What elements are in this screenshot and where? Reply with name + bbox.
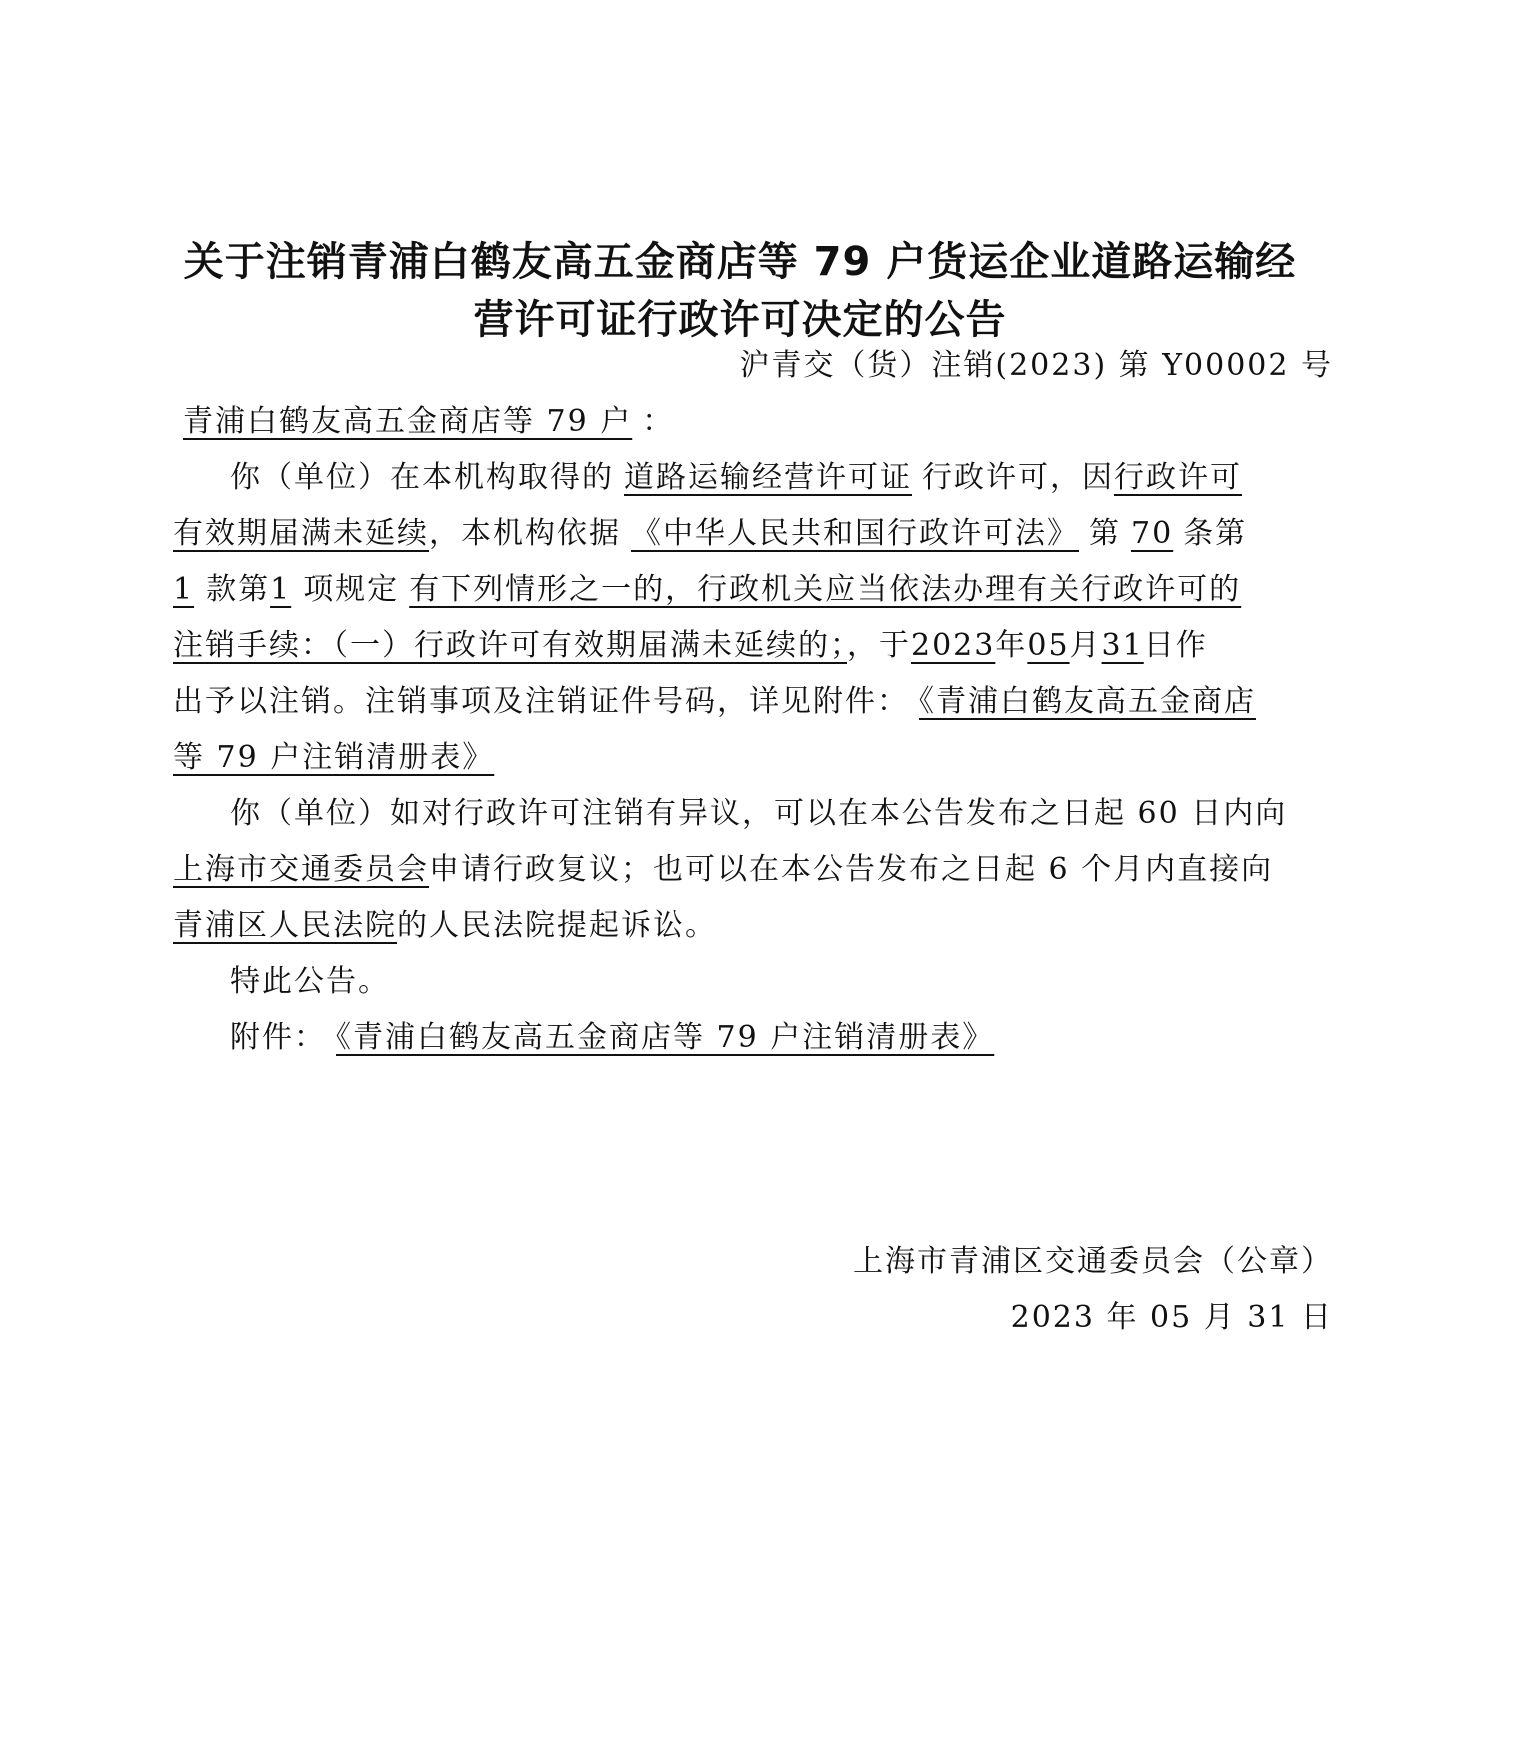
text: 出予以注销。注销事项及注销证件号码，详见附件： <box>173 684 909 719</box>
text: 你（单位）在本机构取得的 <box>230 460 614 495</box>
text: 日作 <box>1143 628 1208 663</box>
text: 项规定 <box>303 572 400 607</box>
para1-line-4 <box>173 626 1333 666</box>
clause-number: 1 <box>173 572 195 607</box>
article-number: 70 <box>1131 516 1174 551</box>
law-name: 《中华人民共和国行政许可法》 <box>631 516 1079 551</box>
cancel-year: 2023 <box>911 628 996 663</box>
reason-part-2: 有效期届满未延续 <box>173 516 429 551</box>
text: ，于 <box>847 628 911 663</box>
para2-line-1: 你（单位）如对行政许可注销有异议，可以在本公告发布之日起 60 日内向 <box>230 796 1288 831</box>
text: 第 <box>1089 516 1121 551</box>
text: 的人民法院提起诉讼。 <box>397 908 717 943</box>
text: 年 <box>995 628 1028 663</box>
item-number: 1 <box>270 572 292 607</box>
text: 条第 <box>1183 516 1248 551</box>
para2-line-2 <box>173 850 1333 890</box>
attachment-line <box>230 1018 1390 1058</box>
cancel-month: 05 <box>1027 628 1070 663</box>
para1-line-6 <box>173 738 1333 778</box>
court-name: 青浦区人民法院 <box>173 908 397 943</box>
signature-date: 2023 年 05 月 31 日 <box>1010 1300 1333 1335</box>
addressee-name: 青浦白鹤友高五金商店等 79 户 <box>183 404 633 439</box>
title-line-1: 关于注销青浦白鹤友高五金商店等 79 户货运企业道路运输经 <box>183 239 1297 285</box>
attachment-ref-1: 《青浦白鹤友高五金商店 <box>919 684 1256 719</box>
attachment-label: 附件： <box>230 1020 326 1055</box>
document-number: 沪青交（货）注销(2023) 第 Y00002 号 <box>739 348 1333 383</box>
rule-text-1: 有下列情形之一的，行政机关应当依法办理有关行政许可的 <box>409 572 1242 607</box>
closing-text: 特此公告。 <box>230 964 390 999</box>
para1-line-3 <box>173 570 1333 610</box>
reason-part-1: 行政许可 <box>1114 460 1242 495</box>
text: 月 <box>1069 628 1102 663</box>
para1-line-5 <box>173 682 1333 722</box>
attachment-name: 《青浦白鹤友高五金商店等 79 户注销清册表》 <box>336 1020 995 1055</box>
para2-line-3 <box>173 906 1333 946</box>
addressee-suffix: ： <box>642 404 675 439</box>
title-line-2: 营许可证行政许可决定的公告 <box>473 297 1007 343</box>
text: ，本机构依据 <box>429 516 621 551</box>
rule-text-2: 注销手续：（一）行政许可有效期届满未延续的； <box>173 628 847 663</box>
attachment-ref-2: 等 79 户注销清册表》 <box>173 740 495 775</box>
text: 行政许可，因 <box>922 460 1114 495</box>
text: 申请行政复议；也可以在本公告发布之日起 6 个月内直接向 <box>429 852 1274 887</box>
signature-org: 上海市青浦区交通委员会（公章） <box>853 1244 1333 1279</box>
addressee-line <box>173 402 1333 442</box>
para1-line-1 <box>230 458 1390 498</box>
para1-line-2 <box>173 514 1333 554</box>
review-organ: 上海市交通委员会 <box>173 852 429 887</box>
text: 款第 <box>206 572 271 607</box>
license-name: 道路运输经营许可证 <box>624 460 912 495</box>
cancel-day: 31 <box>1101 628 1144 663</box>
